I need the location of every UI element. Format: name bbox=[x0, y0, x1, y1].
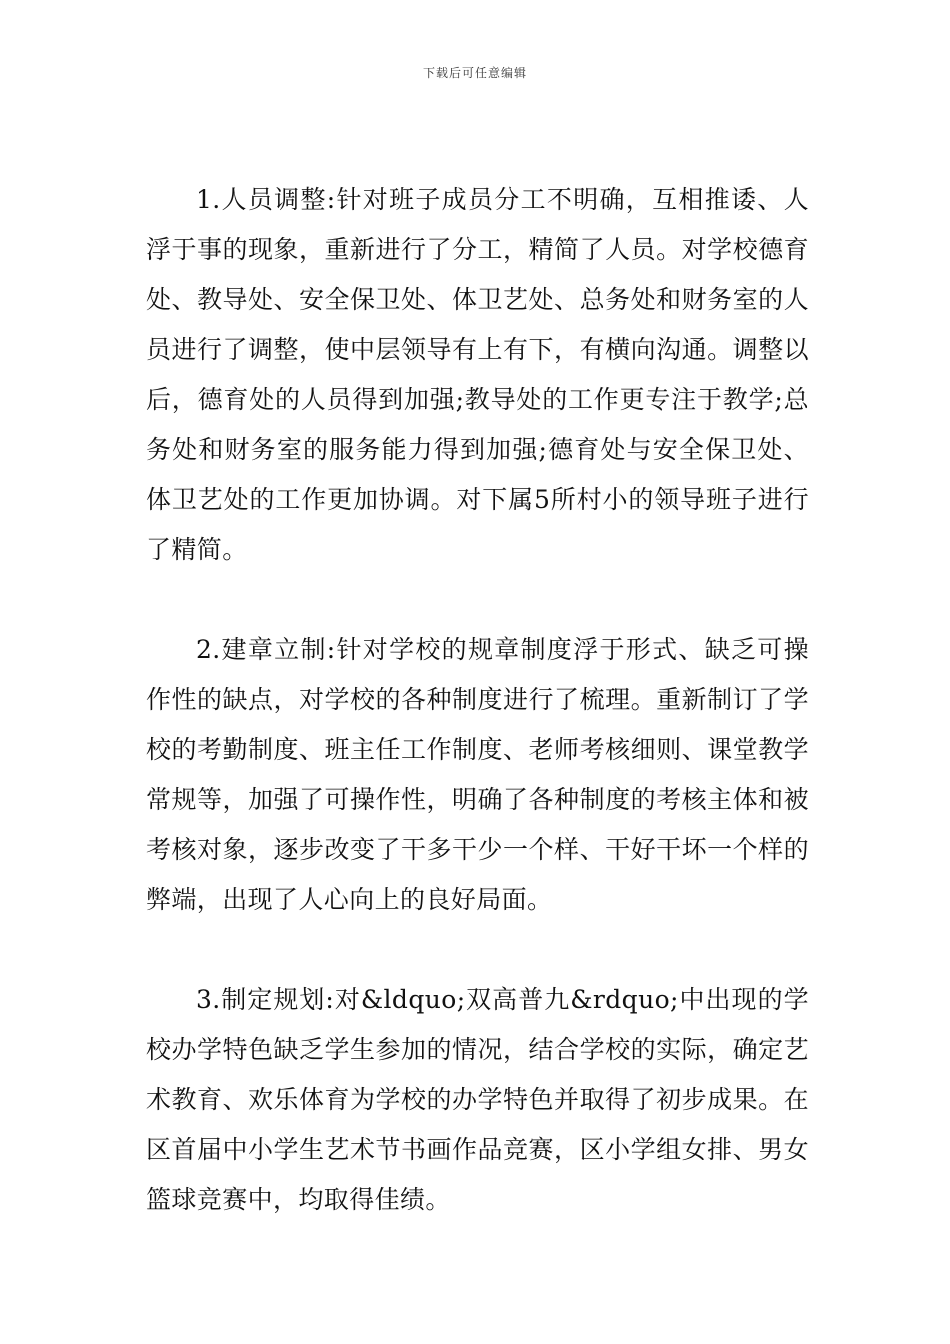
paragraph-planning: 3.制定规划:对&ldquo;双高普九&rdquo;中出现的学校办学特色缺乏学生参加的情况，结合学校的实际，确定艺术教育、欢乐体育为学校的办学特色并取得了初步成果。在区首届中小学生艺术节书画作品竞赛，区小学组女排、男女篮球竞赛中，均取得佳绩。 bbox=[146, 985, 809, 1214]
paragraph-gap bbox=[146, 575, 809, 625]
page-header-note: 下载后可任意编辑 bbox=[422, 66, 527, 80]
paragraph-gap bbox=[146, 925, 809, 975]
paragraph-personnel-adjustment: 1.人员调整:针对班子成员分工不明确，互相推诿、人浮于事的现象，重新进行了分工，精简了人员。对学校德育处、教导处、安全保卫处、体卫艺处、总务处和财务室的人员进行了调整，使中层领导有上有下，有横向沟通。调整以后，德育处的人员得到加强;教导处的工作更专注于教学;总务处和财务室的服务能力得到加强;德育处与安全保卫处、体卫艺处的工作更加协调。对下属5所村小的领导班子进行了精简。 bbox=[146, 185, 809, 564]
paragraph-rules-establishment: 2.建章立制:针对学校的规章制度浮于形式、缺乏可操作性的缺点，对学校的各种制度进行了梳理。重新制订了学校的考勤制度、班主任工作制度、老师考核细则、课堂教学常规等，加强了可操作性，明确了各种制度的考核主体和被考核对象，逐步改变了干多干少一个样、干好干坏一个样的弊端，出现了人心向上的良好局面。 bbox=[146, 635, 809, 914]
document-body bbox=[146, 175, 809, 1225]
